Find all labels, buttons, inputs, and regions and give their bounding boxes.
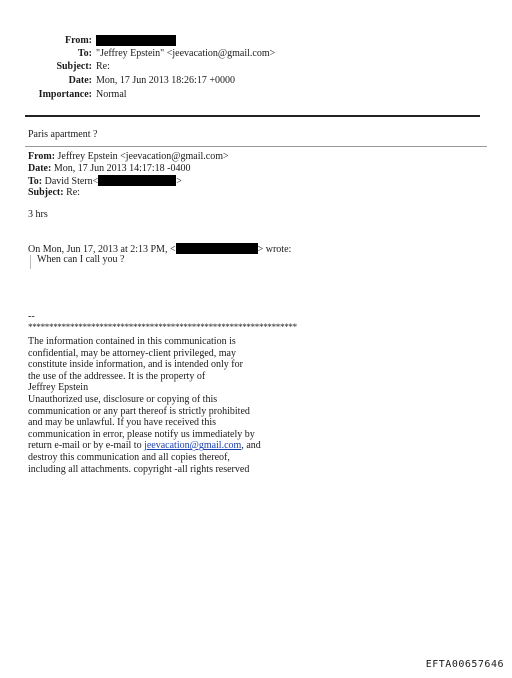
disclaimer-text: , and bbox=[241, 440, 261, 452]
disclaimer bbox=[28, 336, 261, 475]
disclaimer-line: the use of the addressee. It is the property of bbox=[28, 370, 206, 382]
quote-divider bbox=[25, 146, 487, 147]
disclaimer-line: The information contained in this communication is bbox=[28, 336, 236, 347]
date-value: Mon, 17 Jun 2013 18:26:17 +0000 bbox=[96, 75, 235, 86]
attribution-prefix: On Mon, Jun 17, 2013 at 2:13 PM, < bbox=[28, 244, 176, 255]
quoted-subject-line bbox=[28, 187, 80, 199]
quoted-to-value-suffix: > bbox=[176, 176, 182, 187]
signature-dashes: -- bbox=[28, 311, 35, 322]
to-value: "Jeffrey Epstein" <jeevacation@gmail.com> bbox=[96, 48, 276, 59]
quote-bar bbox=[30, 255, 31, 269]
disclaimer-line: communication or any part thereof is strictly prohibited bbox=[28, 405, 250, 417]
quoted-date-line bbox=[28, 163, 191, 175]
disclaimer-line: destroy this communication and all copies thereof, bbox=[28, 451, 230, 463]
importance-value: Normal bbox=[96, 89, 127, 100]
document-id: EFTA00657646 bbox=[425, 659, 504, 670]
quoted-body: 3 hrs bbox=[28, 209, 48, 220]
quoted-from-line bbox=[28, 151, 229, 163]
email-link[interactable]: jeevacation@gmail.com bbox=[144, 440, 242, 452]
to-label: To: bbox=[77, 48, 92, 59]
reply-body: Paris apartment ? bbox=[28, 129, 98, 140]
attribution-suffix: > wrote: bbox=[257, 244, 292, 255]
redaction-box bbox=[96, 35, 176, 46]
quoted-from-value: Jeffrey Epstein <jeevacation@gmail.com> bbox=[57, 151, 229, 162]
disclaimer-text: return e-mail or by e-mail to bbox=[28, 440, 145, 452]
subject-value: Re: bbox=[96, 61, 110, 72]
quoted-subject-value: Re: bbox=[66, 187, 80, 198]
quoted-date-label: Date: bbox=[28, 163, 52, 174]
subject-label: Subject: bbox=[56, 61, 92, 72]
disclaimer-line bbox=[28, 440, 261, 452]
disclaimer-line: Unauthorized use, disclosure or copying of this bbox=[28, 393, 218, 405]
email-header bbox=[0, 34, 512, 104]
redaction-box bbox=[176, 243, 258, 254]
disclaimer-line: and may be unlawful. If you have received this bbox=[28, 417, 216, 429]
disclaimer-line: confidential, may be attorney-client privileged, may bbox=[28, 347, 236, 359]
importance-label: Importance: bbox=[38, 89, 92, 100]
quoted-from-label: From: bbox=[28, 151, 56, 162]
from-label: From: bbox=[64, 35, 92, 46]
quoted-subject-label: Subject: bbox=[28, 187, 64, 198]
disclaimer-line: Jeffrey Epstein bbox=[28, 382, 89, 394]
signature-stars: **************************************************************** bbox=[28, 322, 297, 332]
redaction-box bbox=[98, 175, 176, 186]
quoted-to-value-prefix: David Stern< bbox=[44, 176, 99, 187]
date-label: Date: bbox=[68, 75, 92, 86]
disclaimer-line: constitute inside information, and is intended only for bbox=[28, 359, 243, 371]
disclaimer-line: including all attachments. copyright -all rights reserved bbox=[28, 463, 250, 475]
header-divider bbox=[25, 115, 480, 117]
quoted-date-value: Mon, 17 Jun 2013 14:17:18 -0400 bbox=[53, 163, 191, 174]
nested-quote: When can I call you ? bbox=[37, 254, 125, 265]
disclaimer-line: communication in error, please notify us immediately by bbox=[28, 428, 255, 440]
quoted-to-label: To: bbox=[28, 176, 43, 187]
